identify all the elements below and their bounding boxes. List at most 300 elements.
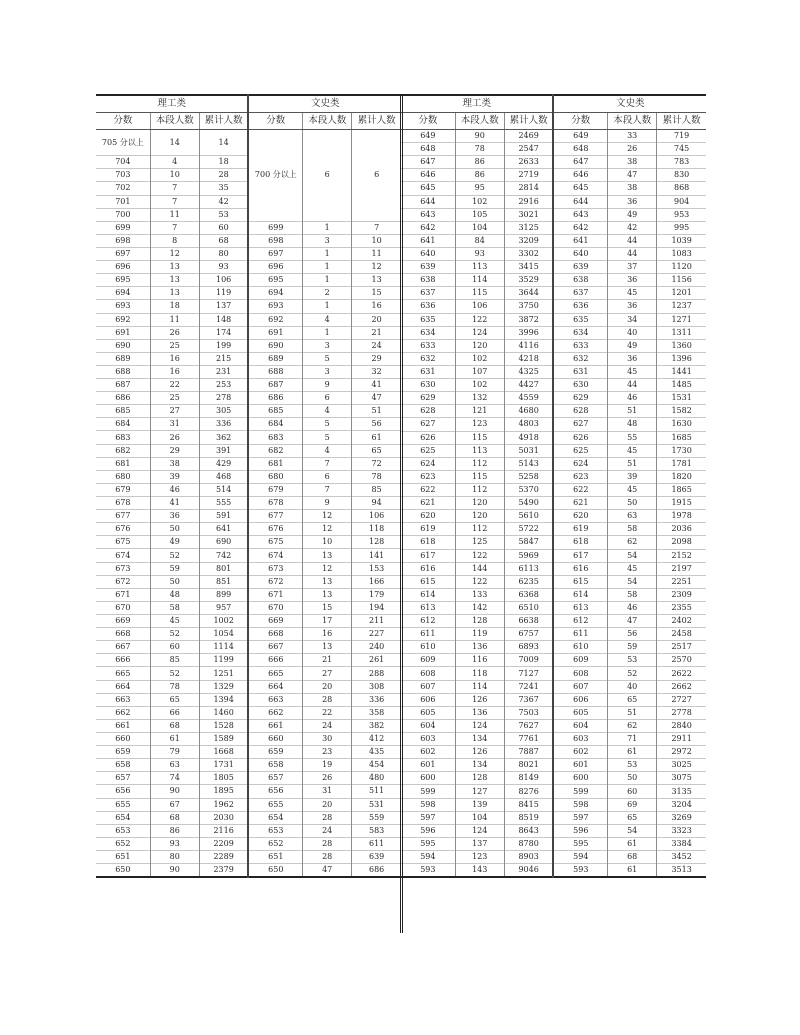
science-cumulative-count-cell: 2289: [199, 850, 248, 863]
science-segment-count-cell: 86: [455, 169, 504, 182]
science-segment-count-cell: 85: [150, 654, 199, 667]
arts-cumulative-count-cell: 179: [352, 588, 401, 601]
science-segment-count-cell: 93: [150, 837, 199, 850]
science-score-cell: 600: [401, 772, 455, 785]
column-header-score: 分数: [248, 113, 302, 130]
science-cumulative-count-cell: 1528: [199, 719, 248, 732]
arts-segment-count-cell: 36: [608, 274, 657, 287]
arts-score-cell: 671: [248, 588, 302, 601]
science-segment-count-cell: 12: [150, 247, 199, 260]
arts-cumulative-count-cell: 1311: [657, 326, 706, 339]
science-score-cell: 665: [96, 667, 150, 680]
arts-cumulative-count-cell: 611: [352, 837, 401, 850]
arts-score-cell: 608: [553, 667, 607, 680]
science-cumulative-count-cell: 591: [199, 510, 248, 523]
arts-segment-count-cell: 2: [303, 287, 352, 300]
arts-segment-count-cell: 13: [303, 588, 352, 601]
science-segment-count-cell: 132: [455, 392, 504, 405]
arts-cumulative-count-cell: 1485: [657, 379, 706, 392]
table-row: [96, 615, 401, 628]
science-score-cell: 692: [96, 313, 150, 326]
table-row: [401, 575, 706, 588]
arts-segment-count-cell: 45: [608, 444, 657, 457]
arts-cumulative-count-cell: 511: [352, 785, 401, 798]
arts-score-cell: 603: [553, 733, 607, 746]
science-score-cell: 676: [96, 523, 150, 536]
table-row: [401, 221, 706, 234]
science-score-cell: 642: [401, 221, 455, 234]
arts-score-cell: 645: [553, 182, 607, 195]
arts-segment-count-cell: 47: [608, 615, 657, 628]
table-row: [96, 706, 401, 719]
science-segment-count-cell: 95: [455, 182, 504, 195]
arts-cumulative-count-cell: 1083: [657, 247, 706, 260]
left-half-table: [96, 94, 401, 878]
column-header-score: 分数: [553, 113, 607, 130]
arts-score-cell: 597: [553, 811, 607, 824]
science-segment-count-cell: 120: [455, 497, 504, 510]
science-segment-count-cell: 125: [455, 536, 504, 549]
table-row: [96, 693, 401, 706]
science-cumulative-count-cell: 429: [199, 457, 248, 470]
arts-segment-count-cell: 71: [608, 733, 657, 746]
science-segment-count-cell: 74: [150, 772, 199, 785]
arts-segment-count-cell: 6: [303, 470, 352, 483]
science-cumulative-count-cell: 60: [199, 221, 248, 234]
arts-cumulative-count-cell: 72: [352, 457, 401, 470]
table-row: [401, 379, 706, 392]
arts-segment-count-cell: 51: [608, 405, 657, 418]
arts-segment-count-cell: 5: [303, 352, 352, 365]
arts-score-cell: 660: [248, 733, 302, 746]
science-segment-count-cell: 102: [455, 195, 504, 208]
arts-segment-count-cell: 20: [303, 680, 352, 693]
science-segment-count-cell: 128: [455, 615, 504, 628]
arts-cumulative-count-cell: 12: [352, 261, 401, 274]
arts-segment-count-cell: 58: [608, 588, 657, 601]
science-cumulative-count-cell: 5031: [504, 444, 553, 457]
table-row: [96, 483, 401, 496]
science-segment-count-cell: 124: [455, 824, 504, 837]
table-row: [96, 680, 401, 693]
arts-segment-count-cell: 69: [608, 798, 657, 811]
science-segment-count-cell: 104: [455, 221, 504, 234]
arts-segment-count-cell: 31: [303, 785, 352, 798]
right-half-table: [401, 94, 706, 878]
arts-segment-count-cell: 26: [608, 143, 657, 156]
science-score-cell: 698: [96, 234, 150, 247]
science-score-cell: 623: [401, 470, 455, 483]
arts-score-cell: 610: [553, 641, 607, 654]
arts-score-cell: 650: [248, 864, 302, 878]
arts-score-cell: 672: [248, 575, 302, 588]
science-segment-count-cell: 121: [455, 405, 504, 418]
science-score-cell: 701: [96, 195, 150, 208]
arts-cumulative-count-cell: 745: [657, 143, 706, 156]
science-segment-count-cell: 18: [150, 300, 199, 313]
science-segment-count-cell: 50: [150, 575, 199, 588]
science-segment-count-cell: 127: [455, 785, 504, 798]
science-segment-count-cell: 124: [455, 326, 504, 339]
science-segment-count-cell: 134: [455, 733, 504, 746]
arts-segment-count-cell: 3: [303, 339, 352, 352]
arts-score-cell: 649: [553, 130, 607, 143]
arts-cumulative-count-cell: 29: [352, 352, 401, 365]
table-row: [96, 759, 401, 772]
science-score-cell: 672: [96, 575, 150, 588]
arts-segment-count-cell: 46: [608, 392, 657, 405]
science-cumulative-count-cell: 3125: [504, 221, 553, 234]
science-segment-count-cell: 7: [150, 195, 199, 208]
science-cumulative-count-cell: 6757: [504, 628, 553, 641]
science-score-cell: 670: [96, 601, 150, 614]
science-segment-count-cell: 133: [455, 588, 504, 601]
arts-segment-count-cell: 49: [608, 339, 657, 352]
science-score-cell: 702: [96, 182, 150, 195]
science-segment-count-cell: 59: [150, 562, 199, 575]
science-cumulative-count-cell: 1394: [199, 693, 248, 706]
science-cumulative-count-cell: 899: [199, 588, 248, 601]
arts-segment-count-cell: 24: [303, 824, 352, 837]
arts-cumulative-count-cell: 153: [352, 562, 401, 575]
science-score-cell: 682: [96, 444, 150, 457]
science-cumulative-count-cell: 3021: [504, 208, 553, 221]
arts-score-cell: 602: [553, 746, 607, 759]
science-segment-count-cell: 26: [150, 326, 199, 339]
arts-cumulative-count-cell: 194: [352, 601, 401, 614]
table-row: [401, 667, 706, 680]
science-score-cell: 613: [401, 601, 455, 614]
arts-segment-count-cell: 62: [608, 719, 657, 732]
arts-segment-count-cell: 45: [608, 562, 657, 575]
science-segment-count-cell: 49: [150, 536, 199, 549]
science-cumulative-count-cell: 7009: [504, 654, 553, 667]
table-row: [96, 536, 401, 549]
arts-segment-count-cell: 1: [303, 261, 352, 274]
table-row: [401, 588, 706, 601]
arts-score-cell: 663: [248, 693, 302, 706]
science-segment-count-cell: 115: [455, 431, 504, 444]
arts-cumulative-count-cell: 211: [352, 615, 401, 628]
table-row: [401, 851, 706, 864]
arts-score-cell: 605: [553, 706, 607, 719]
arts-cumulative-count-cell: 2972: [657, 746, 706, 759]
arts-score-cell: 668: [248, 628, 302, 641]
arts-cumulative-count-cell: 2840: [657, 719, 706, 732]
science-cumulative-count-cell: 68: [199, 234, 248, 247]
table-row: [96, 824, 401, 837]
science-cumulative-count-cell: 305: [199, 405, 248, 418]
science-cumulative-count-cell: 5490: [504, 497, 553, 510]
table-row: [96, 274, 401, 287]
science-segment-count-cell: 90: [150, 785, 199, 798]
science-segment-count-cell: 112: [455, 457, 504, 470]
science-cumulative-count-cell: 137: [199, 300, 248, 313]
arts-cumulative-count-cell: 65: [352, 444, 401, 457]
arts-segment-count-cell: 24: [303, 719, 352, 732]
arts-cumulative-count-cell: 3452: [657, 851, 706, 864]
table-row: [96, 510, 401, 523]
science-segment-count-cell: 102: [455, 352, 504, 365]
science-score-cell: 594: [401, 851, 455, 864]
science-segment-count-cell: 7: [150, 182, 199, 195]
arts-cumulative-count-cell: 3323: [657, 824, 706, 837]
arts-cumulative-count-cell: 16: [352, 300, 401, 313]
arts-segment-count-cell: 1: [303, 326, 352, 339]
table-row: [401, 562, 706, 575]
table-row: [401, 418, 706, 431]
arts-cumulative-count-cell: 6: [352, 130, 401, 222]
science-score-cell: 640: [401, 247, 455, 260]
science-cumulative-count-cell: 28: [199, 169, 248, 182]
arts-score-cell: 686: [248, 392, 302, 405]
science-cumulative-count-cell: 6638: [504, 615, 553, 628]
science-cumulative-count-cell: 148: [199, 313, 248, 326]
science-segment-count-cell: 22: [150, 379, 199, 392]
arts-segment-count-cell: 33: [608, 130, 657, 143]
column-header-segment-count: 本段人数: [608, 113, 657, 130]
arts-cumulative-count-cell: 2662: [657, 680, 706, 693]
arts-segment-count-cell: 44: [608, 247, 657, 260]
arts-score-cell: 669: [248, 615, 302, 628]
science-segment-count-cell: 126: [455, 693, 504, 706]
science-cumulative-count-cell: 391: [199, 444, 248, 457]
table-row: [96, 431, 401, 444]
arts-segment-count-cell: 63: [608, 510, 657, 523]
science-segment-count-cell: 137: [455, 837, 504, 850]
science-segment-count-cell: 27: [150, 405, 199, 418]
science-score-cell: 637: [401, 287, 455, 300]
arts-segment-count-cell: 22: [303, 706, 352, 719]
table-row: [401, 287, 706, 300]
science-score-cell: 615: [401, 575, 455, 588]
science-segment-count-cell: 61: [150, 733, 199, 746]
science-segment-count-cell: 66: [150, 706, 199, 719]
science-segment-count-cell: 41: [150, 497, 199, 510]
arts-segment-count-cell: 20: [303, 798, 352, 811]
science-segment-count-cell: 14: [150, 130, 199, 156]
arts-segment-count-cell: 59: [608, 641, 657, 654]
arts-score-cell: 620: [553, 510, 607, 523]
science-score-cell: 632: [401, 352, 455, 365]
science-cumulative-count-cell: 3872: [504, 313, 553, 326]
arts-cumulative-count-cell: 2197: [657, 562, 706, 575]
arts-score-cell: 606: [553, 693, 607, 706]
arts-segment-count-cell: 4: [303, 313, 352, 326]
arts-cumulative-count-cell: 2309: [657, 588, 706, 601]
arts-score-cell: 626: [553, 431, 607, 444]
arts-score-cell: 612: [553, 615, 607, 628]
arts-segment-count-cell: 60: [608, 785, 657, 798]
science-score-cell: 608: [401, 667, 455, 680]
science-segment-count-cell: 26: [150, 431, 199, 444]
science-score-cell: 618: [401, 536, 455, 549]
table-row: [401, 706, 706, 719]
table-row: [401, 352, 706, 365]
science-score-cell: 656: [96, 785, 150, 798]
category-header-row: [96, 95, 401, 113]
table-row: [96, 601, 401, 614]
science-segment-count-cell: 68: [150, 719, 199, 732]
column-header-cumulative-count: 累计人数: [657, 113, 706, 130]
table-row: [401, 654, 706, 667]
science-score-cell: 666: [96, 654, 150, 667]
arts-segment-count-cell: 10: [303, 536, 352, 549]
arts-cumulative-count-cell: 1820: [657, 470, 706, 483]
table-row: [401, 182, 706, 195]
arts-segment-count-cell: 12: [303, 562, 352, 575]
arts-cumulative-count-cell: 2622: [657, 667, 706, 680]
arts-cumulative-count-cell: 358: [352, 706, 401, 719]
science-score-cell: 607: [401, 680, 455, 693]
science-cumulative-count-cell: 5370: [504, 483, 553, 496]
science-score-cell: 643: [401, 208, 455, 221]
table-row: [401, 339, 706, 352]
arts-score-cell: 604: [553, 719, 607, 732]
science-segment-count-cell: 38: [150, 457, 199, 470]
science-cumulative-count-cell: 2719: [504, 169, 553, 182]
science-cumulative-count-cell: 8903: [504, 851, 553, 864]
science-segment-count-cell: 29: [150, 444, 199, 457]
science-segment-count-cell: 50: [150, 523, 199, 536]
science-segment-count-cell: 67: [150, 798, 199, 811]
category-header-science: 理工类: [401, 95, 553, 113]
arts-segment-count-cell: 9: [303, 497, 352, 510]
arts-cumulative-count-cell: 1396: [657, 352, 706, 365]
arts-score-cell: 693: [248, 300, 302, 313]
table-row: [96, 588, 401, 601]
arts-cumulative-count-cell: 3135: [657, 785, 706, 798]
arts-score-cell: 600: [553, 772, 607, 785]
arts-score-cell: 688: [248, 365, 302, 378]
science-score-cell: 688: [96, 365, 150, 378]
science-cumulative-count-cell: 6893: [504, 641, 553, 654]
arts-segment-count-cell: 23: [303, 746, 352, 759]
arts-score-cell: 665: [248, 667, 302, 680]
science-segment-count-cell: 46: [150, 483, 199, 496]
science-score-cell: 673: [96, 562, 150, 575]
arts-segment-count-cell: 52: [608, 667, 657, 680]
table-row: [96, 392, 401, 405]
table-row: [96, 497, 401, 510]
science-score-cell: 625: [401, 444, 455, 457]
arts-segment-count-cell: 28: [303, 850, 352, 863]
category-header-arts: 文史类: [553, 95, 706, 113]
science-segment-count-cell: 105: [455, 208, 504, 221]
science-score-cell: 705 分以上: [96, 130, 150, 156]
science-score-cell: 655: [96, 798, 150, 811]
science-cumulative-count-cell: 957: [199, 601, 248, 614]
science-cumulative-count-cell: 215: [199, 352, 248, 365]
science-score-cell: 635: [401, 313, 455, 326]
science-cumulative-count-cell: 2116: [199, 824, 248, 837]
arts-score-cell: 613: [553, 601, 607, 614]
science-cumulative-count-cell: 278: [199, 392, 248, 405]
science-score-cell: 696: [96, 261, 150, 274]
arts-cumulative-count-cell: 783: [657, 156, 706, 169]
arts-cumulative-count-cell: 2517: [657, 641, 706, 654]
arts-cumulative-count-cell: 904: [657, 195, 706, 208]
science-segment-count-cell: 115: [455, 287, 504, 300]
science-cumulative-count-cell: 1251: [199, 667, 248, 680]
arts-score-cell: 630: [553, 379, 607, 392]
science-score-cell: 684: [96, 418, 150, 431]
science-score-cell: 645: [401, 182, 455, 195]
science-score-cell: 654: [96, 811, 150, 824]
science-cumulative-count-cell: 851: [199, 575, 248, 588]
arts-cumulative-count-cell: 2152: [657, 549, 706, 562]
science-segment-count-cell: 122: [455, 575, 504, 588]
science-segment-count-cell: 122: [455, 313, 504, 326]
arts-score-cell: 614: [553, 588, 607, 601]
arts-cumulative-count-cell: 128: [352, 536, 401, 549]
arts-segment-count-cell: 65: [608, 693, 657, 706]
science-score-cell: 678: [96, 497, 150, 510]
arts-segment-count-cell: 50: [608, 497, 657, 510]
arts-cumulative-count-cell: 559: [352, 811, 401, 824]
arts-score-cell: 689: [248, 352, 302, 365]
science-cumulative-count-cell: 641: [199, 523, 248, 536]
science-cumulative-count-cell: 3302: [504, 247, 553, 260]
arts-segment-count-cell: 19: [303, 759, 352, 772]
science-segment-count-cell: 52: [150, 628, 199, 641]
arts-score-cell: 619: [553, 523, 607, 536]
arts-score-cell: 615: [553, 575, 607, 588]
science-cumulative-count-cell: 5258: [504, 470, 553, 483]
science-segment-count-cell: 78: [150, 680, 199, 693]
table-row: [96, 326, 401, 339]
science-segment-count-cell: 25: [150, 392, 199, 405]
science-score-cell: 677: [96, 510, 150, 523]
arts-segment-count-cell: 44: [608, 234, 657, 247]
science-score-cell: 703: [96, 169, 150, 182]
arts-segment-count-cell: 1: [303, 247, 352, 260]
science-score-cell: 606: [401, 693, 455, 706]
category-header-arts: 文史类: [248, 95, 401, 113]
science-segment-count-cell: 112: [455, 483, 504, 496]
science-cumulative-count-cell: 801: [199, 562, 248, 575]
arts-segment-count-cell: 28: [303, 811, 352, 824]
arts-score-cell: 662: [248, 706, 302, 719]
arts-score-cell: 658: [248, 759, 302, 772]
table-row: [401, 798, 706, 811]
science-score-cell: 633: [401, 339, 455, 352]
table-row: [401, 313, 706, 326]
arts-score-cell: 631: [553, 365, 607, 378]
arts-score-cell: 647: [553, 156, 607, 169]
arts-score-cell: 628: [553, 405, 607, 418]
science-cumulative-count-cell: 3996: [504, 326, 553, 339]
column-header-row: [401, 113, 706, 130]
science-cumulative-count-cell: 4559: [504, 392, 553, 405]
arts-score-cell: 685: [248, 405, 302, 418]
science-segment-count-cell: 13: [150, 261, 199, 274]
column-header-cumulative-count: 累计人数: [199, 113, 248, 130]
arts-segment-count-cell: 54: [608, 549, 657, 562]
science-cumulative-count-cell: 8021: [504, 759, 553, 772]
column-header-score: 分数: [96, 113, 150, 130]
table-row: [401, 733, 706, 746]
science-segment-count-cell: 84: [455, 234, 504, 247]
arts-segment-count-cell: 55: [608, 431, 657, 444]
table-row: [96, 746, 401, 759]
science-segment-count-cell: 13: [150, 274, 199, 287]
science-segment-count-cell: 11: [150, 208, 199, 221]
science-cumulative-count-cell: 106: [199, 274, 248, 287]
arts-score-cell: 625: [553, 444, 607, 457]
arts-score-cell: 680: [248, 470, 302, 483]
science-score-cell: 605: [401, 706, 455, 719]
